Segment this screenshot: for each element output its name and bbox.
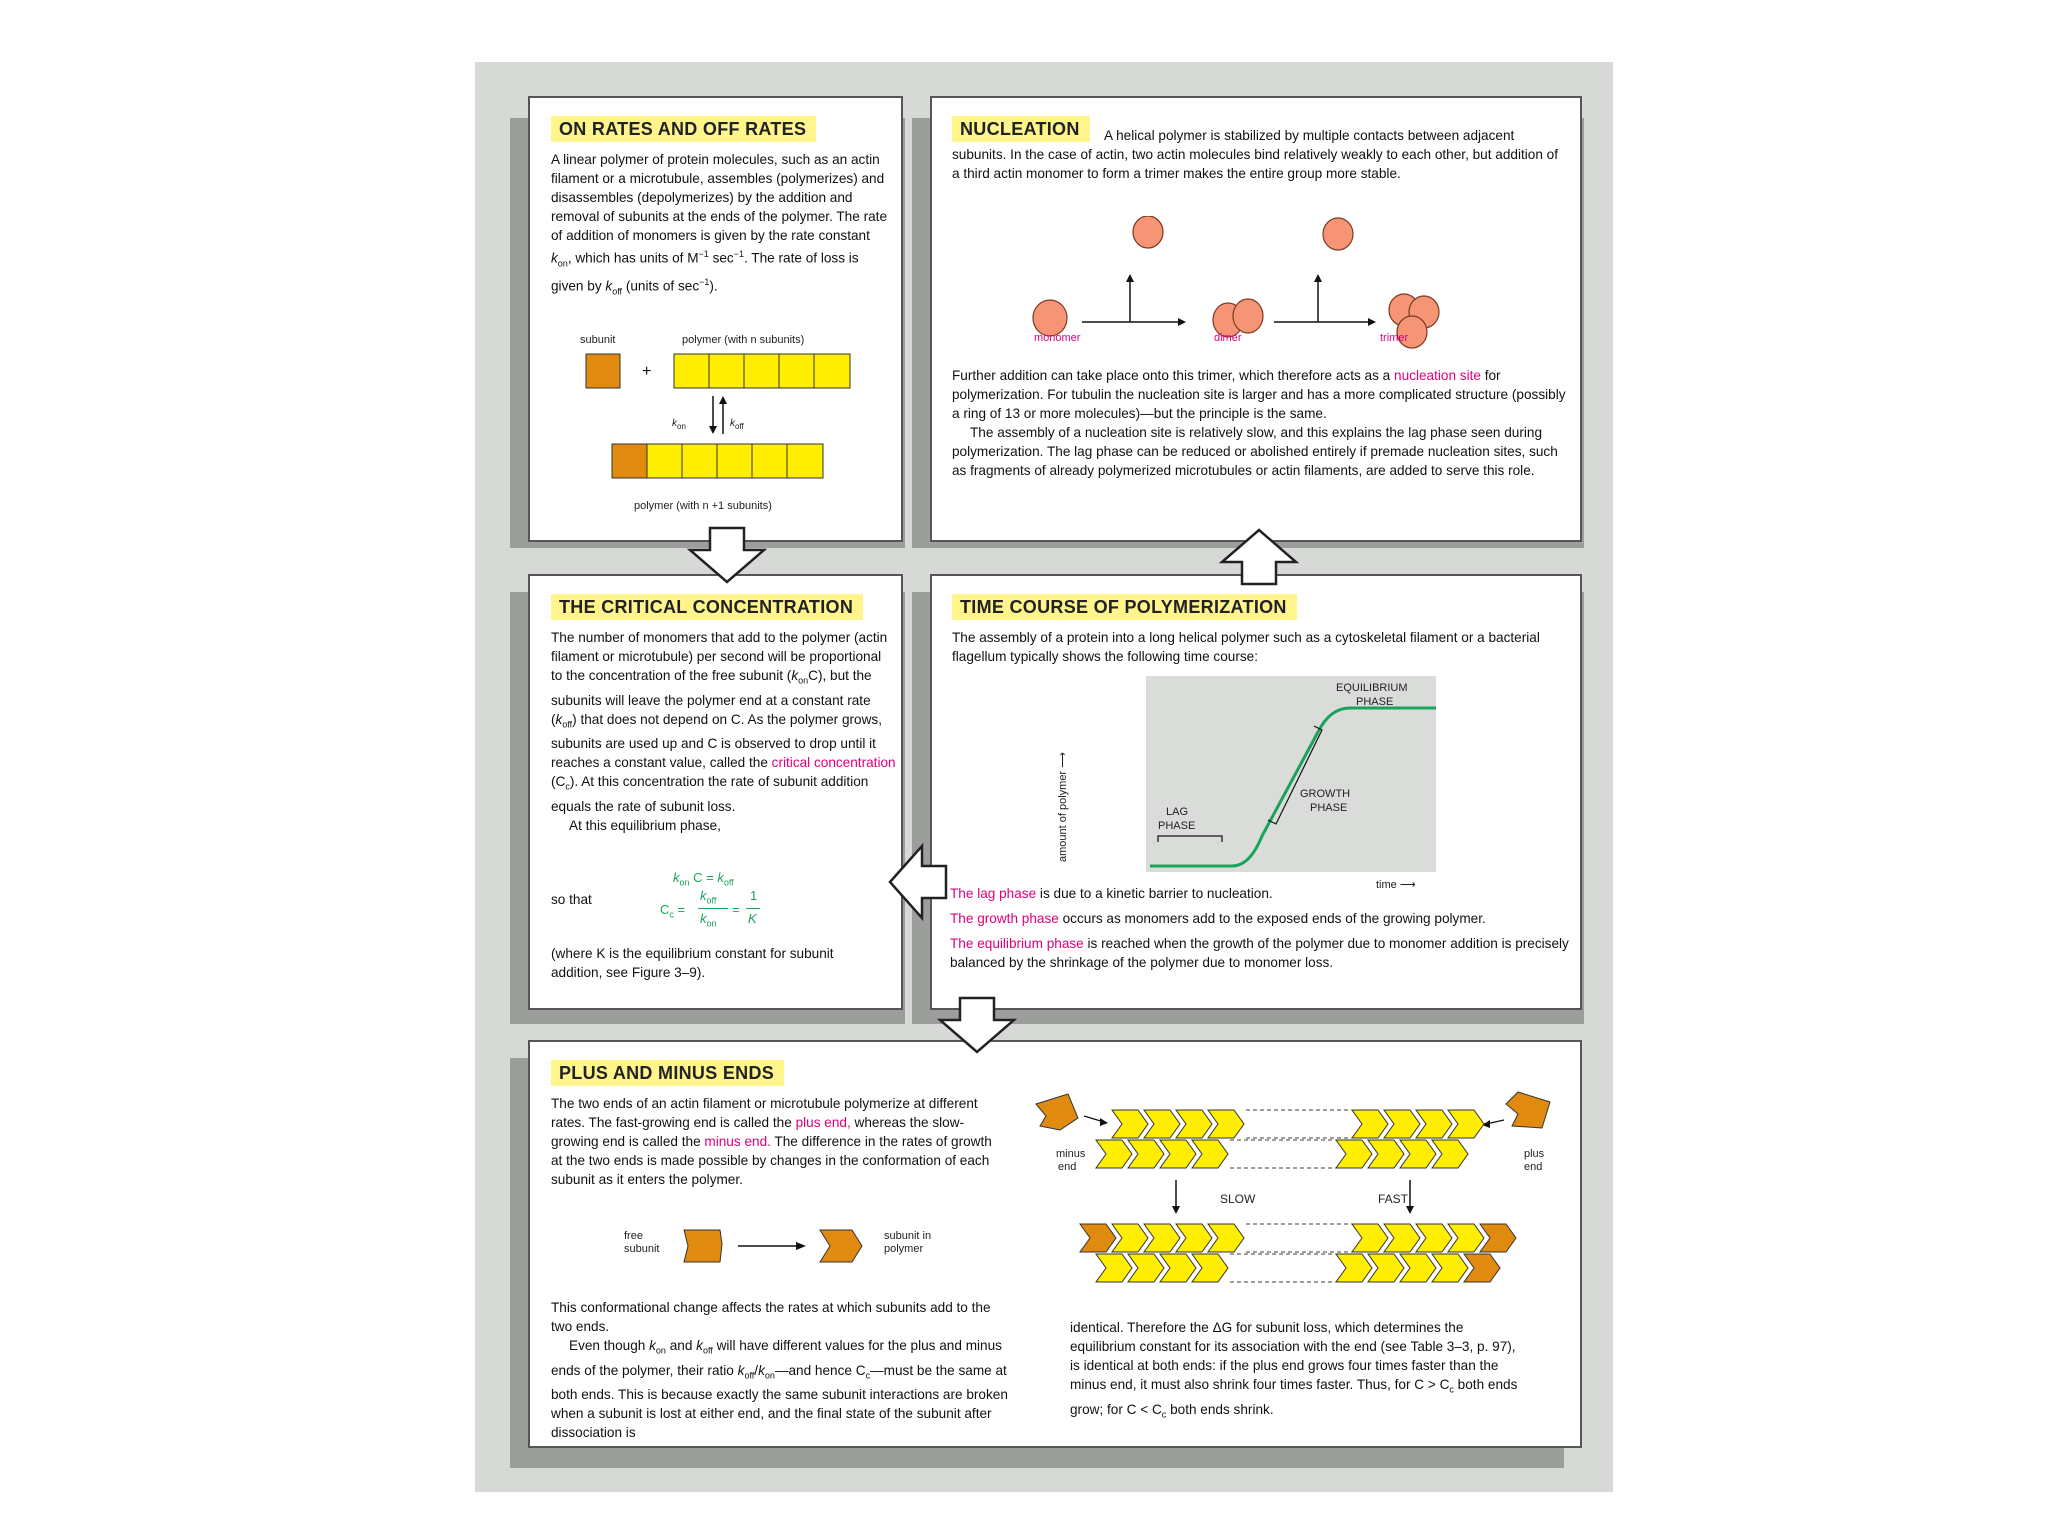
polymer-assembly-diagram xyxy=(530,348,900,488)
panel-text: The two ends of an actin filament or microtubule polymerize at different rates. The fast-growing end is called the plus end, whereas the slow-growing end is called the minus end. The difference in the rates of growth at the two ends is made possible by changes in the conformation of each subunit as it enters the polymer. xyxy=(551,1096,992,1187)
filament-bottom-row2 xyxy=(1096,1254,1500,1282)
incoming-subunit-plus xyxy=(1506,1092,1550,1128)
filament-top-row2 xyxy=(1096,1140,1468,1168)
arrow-up-to-nucleation xyxy=(1218,528,1300,586)
panel-text: A linear polymer of protein molecules, such as an actin filament or a microtubule, assembles (polymerizes) and disassembles (depolymerizes) by the addition and removal of subunits at the ends of the polymer. The rate of addition of monomers is given by the rate constant $k_{on}$, which has units of $M^{-1}$ $\sec^{-1}$. The rate of loss is given by $k_{off}$ (units of $\sec^{-1}$). xyxy=(551,152,888,297)
label-minus-end: minus end xyxy=(1056,1148,1086,1173)
plus-minus-filament-diagram xyxy=(1020,1082,1560,1312)
panel-text: (where K is the equilibrium constant for subunit addition, see Figure 3–9). xyxy=(551,946,834,980)
panel-heading: ON RATES AND OFF RATES xyxy=(551,116,816,142)
plus-sign: + xyxy=(642,363,652,380)
conformation-diagram xyxy=(680,1226,900,1266)
panel-nucleation xyxy=(930,96,1582,542)
free-subunit-shape xyxy=(684,1230,722,1262)
label-growth-1: GROWTH xyxy=(1300,788,1351,800)
filament-top-row1 xyxy=(1112,1110,1484,1138)
polymerization-graph xyxy=(1082,676,1552,876)
label-plus-end: plus end xyxy=(1524,1148,1545,1173)
label-so-that: so that xyxy=(551,892,592,907)
panel-text: The number of monomers that add to the polymer (actin filament or microtubule) per second will be proportional to the concentration of the free subunit $(k_{on}C)$, but the subunits will leave the polymer end at a constant rate $(k_{off})$ that does not depend on C. As the polymer grows, subunits are used up and C is observed to drop until it reaches a constant value, called the critical concentration $(C_c)$. At this concentration the rate of subunit addition equals the rate of subunit loss. At this equilibrium phase, xyxy=(551,630,896,834)
label-slow: SLOW xyxy=(1220,1192,1256,1206)
panel-text: identical. Therefore the ΔG for subunit loss, which determines the equilibrium constant for its association with the end (see Table 3–3, p. 97), is identical at both ends: if the plus end grows four times faster than the minus end, it must also shrink four times faster. Thus, for $C > C_c$ both ends grow; for $C < C_c$ both ends shrink. xyxy=(1070,1320,1518,1420)
monomer xyxy=(1033,300,1067,336)
label-dimer: dimer xyxy=(1214,332,1242,344)
label-kon: $k_{on}$ xyxy=(672,418,686,431)
polymer-n1-bar xyxy=(612,444,823,478)
panel-heading: TIME COURSE OF POLYMERIZATION xyxy=(952,594,1297,620)
label-fast: FAST xyxy=(1378,1192,1409,1206)
label-equilibrium-1: EQUILIBRIUM xyxy=(1336,682,1408,694)
panel-on-off-rates xyxy=(528,96,903,542)
equation-equilibrium: $k_{on}$ $C = k_{off}$ xyxy=(673,870,734,888)
panel-heading: PLUS AND MINUS ENDS xyxy=(551,1060,784,1086)
panel-time-course xyxy=(930,574,1582,1010)
panel-text: This conformational change affects the rates at which subunits add to the two ends. Even though $k_{on}$ and $k_{off}$ will have different values for the plus and minus ends of the polymer, their ratio $k_{off}/k_{on}—and$ hence $C_c—must$ be the same at both ends. This is because exactly the same subunit interactions are broken when a subunit is lost at either end, and the final state of the subunit after dissociation is xyxy=(551,1300,1008,1441)
label-monomer: monomer xyxy=(1034,332,1081,344)
label-trimer: trimer xyxy=(1380,332,1409,344)
arrow-down-to-critical xyxy=(686,526,768,584)
filament-bottom-row1 xyxy=(1080,1224,1516,1252)
arrow-left-to-critical xyxy=(888,842,952,922)
polymer-n-bar xyxy=(674,354,850,388)
label-koff: $k_{off}$ xyxy=(730,418,744,431)
panel-heading: NUCLEATION xyxy=(952,116,1090,142)
label-growth-2: PHASE xyxy=(1310,802,1348,814)
graph-y-label: amount of polymer ⟶ xyxy=(1057,752,1069,862)
panel-heading: THE CRITICAL CONCENTRATION xyxy=(551,594,863,620)
label-polymer-n1: polymer (with n +1 subunits) xyxy=(634,500,772,512)
panel-text: The assembly of a protein into a long helical polymer such as a cytoskeletal filament or a bacterial flagellum typically shows the following time course: xyxy=(952,630,1540,664)
label-lag-1: LAG xyxy=(1166,806,1189,818)
polymer-subunit-shape xyxy=(820,1230,862,1262)
panel-text: A helical polymer is stabilized by multiple contacts between adjacent subunits. In the case of actin, two actin molecules bind relatively weakly to each other, but addition of a third actin monomer to form a trimer makes the entire group more stable. xyxy=(952,128,1559,181)
equilibrium-arrows xyxy=(709,396,727,434)
panel-text: Further addition can take place onto this trimer, which therefore acts as a nucleation site for polymerization. For tubulin the nucleation site is larger and has a more complicated structure (possibly a ring of 13 or more molecules)—but the principle is the same. The assembly of a nucleation site is relatively slow, and this explains the lag phase seen during polymerization. The lag phase can be reduced or abolished entirely if premade nucleation sites, such as fragments of already polymerized microtubules or actin filaments, are added to serve this role. xyxy=(952,368,1566,478)
label-equilibrium-2: PHASE xyxy=(1356,696,1394,708)
panel-critical-concentration: THE CRITICAL CONCENTRATION The number of monomers that add to the polymer (actin filament or microtubule) per second will be proportional to the concentration of the free subunit $(k_{on}C)$, but the subunits will leave the polymer end at a constant rate $(k_{off})$ that does not depend on C. As the polymer grows, subunits are used up and C is observed to drop until it reaches a constant value, called the critical concentration $(C_c)$. At this concentration the rate of subunit addition equals the rate of subunit loss. At this equilibrium phase, $k_{on}$ $C = k_{off}$ so that $C_c$ = $k_{off}$ $k_{on}$ = 1 K (where K is the equilibrium constant for subunit addition, see Figure 3–9). xyxy=(528,574,903,1010)
incoming-subunit-minus xyxy=(1036,1094,1078,1130)
label-lag-2: PHASE xyxy=(1158,820,1196,832)
panel-text: The lag phase is due to a kinetic barrier to nucleation. The growth phase occurs as monomers add to the exposed ends of the growing polymer. The equilibrium phase is reached when the growth of the polymer due to monomer addition is precisely balanced by the shrinkage of the polymer due to monomer loss. xyxy=(950,886,1569,970)
panel-plus-minus-ends xyxy=(528,1040,1582,1448)
arrow-down-to-ends xyxy=(936,996,1018,1054)
label-free-subunit: free subunit xyxy=(624,1230,660,1255)
label-subunit: subunit xyxy=(580,334,616,346)
label-polymer-n: polymer (with n subunits) xyxy=(682,334,805,346)
label-subunit-in-polymer: subunit in polymer xyxy=(884,1230,932,1255)
graph-x-label: time ⟶ xyxy=(1376,879,1416,891)
subunit-square xyxy=(586,354,620,388)
